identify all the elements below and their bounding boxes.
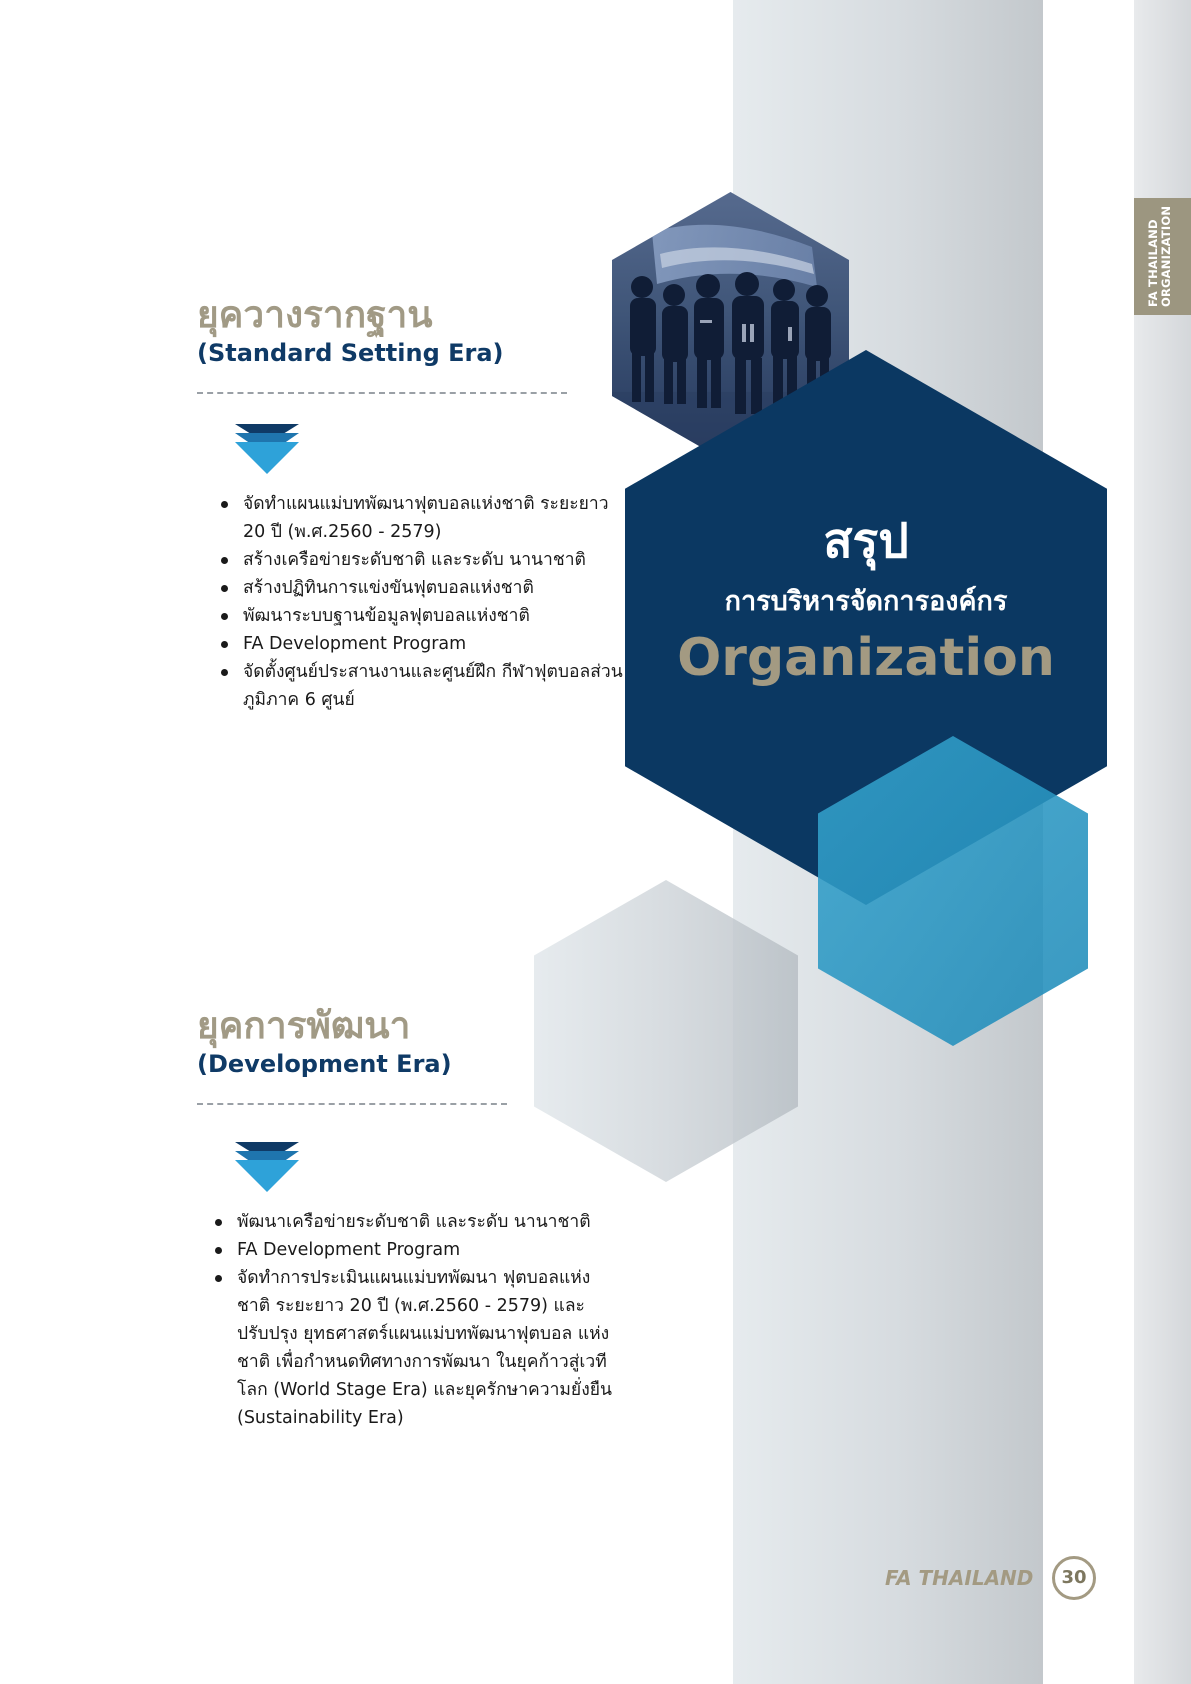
list-item: สร้างเครือข่ายระดับชาติ และระดับ นานาชาติ <box>243 546 623 574</box>
summary-title: สรุป <box>823 513 909 569</box>
era-title: ยุควางรากฐาน <box>197 293 433 336</box>
section-tab-label <box>1147 197 1173 307</box>
summary-title-english: Organization <box>677 628 1055 688</box>
page-number: 30 <box>1061 1567 1087 1588</box>
era-bullet-list <box>211 1208 617 1432</box>
era-title: ยุคการพัฒนา <box>197 1004 411 1047</box>
list-item: สร้างปฏิทินการแข่งขันฟุตบอลแห่งชาติ <box>243 574 623 602</box>
list-item: FA Development Program <box>243 630 623 658</box>
list-item: พัฒนาระบบฐานข้อมูลฟุตบอลแห่งชาติ <box>243 602 623 630</box>
list-item: FA Development Program <box>237 1236 617 1264</box>
dashed-divider <box>197 1103 507 1105</box>
section-tab-line1: FA THAILAND <box>1146 219 1160 307</box>
era-subtitle: (Development Era) <box>197 1050 452 1078</box>
footer-brand: FA THAILAND <box>885 1566 1034 1590</box>
era-section-development <box>197 1003 452 1079</box>
summary-subtitle: การบริหารจัดการองค์กร <box>724 586 1008 617</box>
era-section-standard <box>197 292 504 368</box>
era-subtitle: (Standard Setting Era) <box>197 339 504 367</box>
list-item: จัดทำการประเมินแผนแม่บทพัฒนา ฟุตบอลแห่งชาติ ระยะยาว 20 ปี (พ.ศ.2560 - 2579) และปรับปรุง ยุทธศาสตร์แผนแม่บทพัฒนาฟุตบอล แห่งชาติ เพื่อกำหนดทิศทางการพัฒนา ในยุคก้าวสู่เวทีโลก (World Stage Era) และยุครักษาความยั่งยืน (Sustainability Era) <box>237 1264 617 1432</box>
section-tab-line2: ORGANIZATION <box>1159 205 1173 307</box>
chevron-down-icon <box>235 424 299 474</box>
era-bullet-list <box>217 490 623 714</box>
dashed-divider <box>197 392 567 394</box>
list-item: จัดทำแผนแม่บทพัฒนาฟุตบอลแห่งชาติ ระยะยาว 20 ปี (พ.ศ.2560 - 2579) <box>243 490 623 546</box>
list-item: พัฒนาเครือข่ายระดับชาติ และระดับ นานาชาติ <box>237 1208 617 1236</box>
chevron-down-icon <box>235 1142 299 1192</box>
list-item: จัดตั้งศูนย์ประสานงานและศูนย์ฝึก กีฬาฟุตบอลส่วนภูมิภาค 6 ศูนย์ <box>243 658 623 714</box>
